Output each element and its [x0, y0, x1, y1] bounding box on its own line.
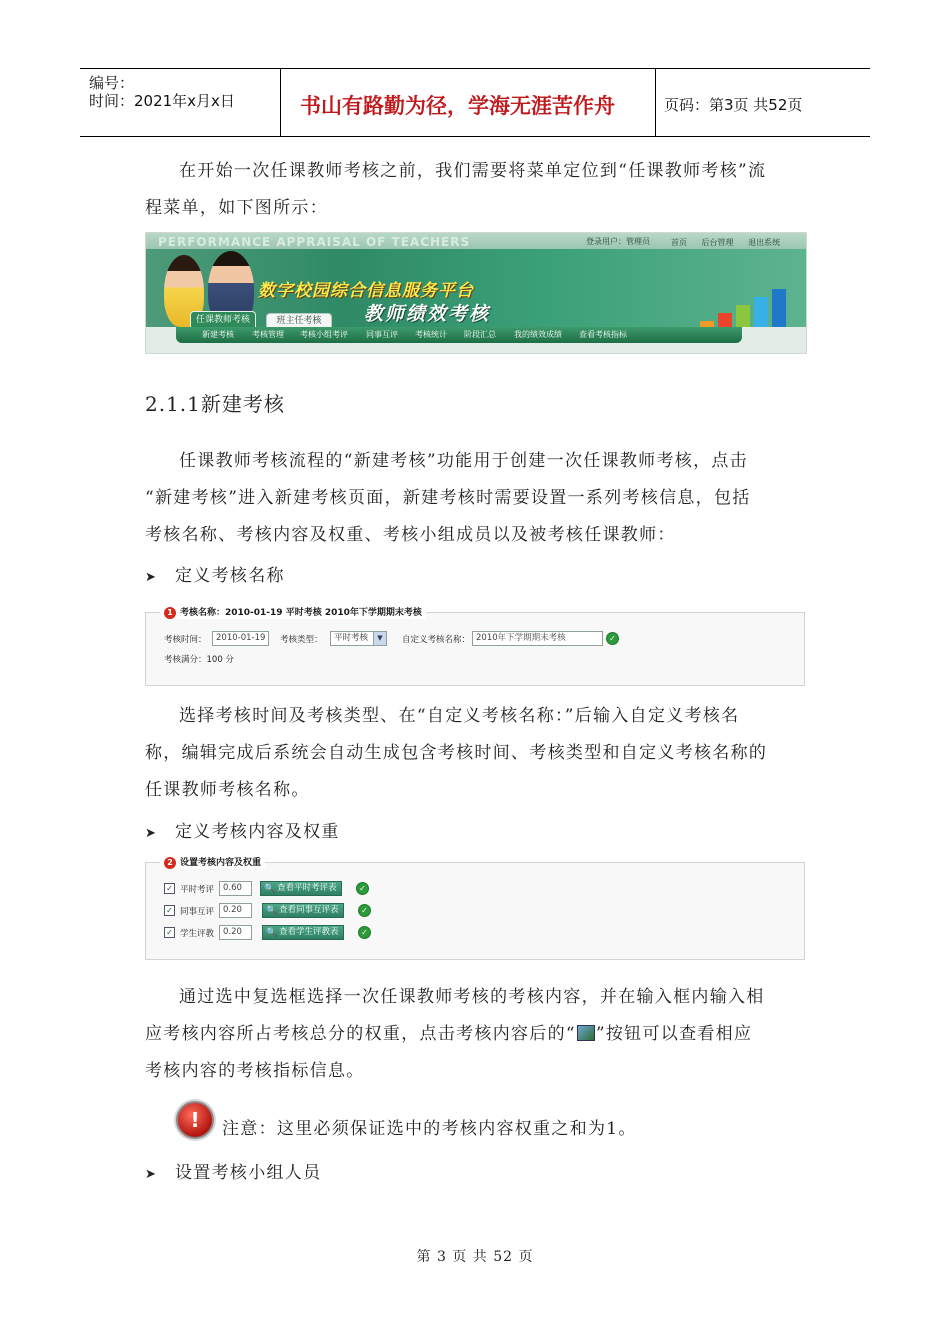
type-label: 考核类型： [280, 635, 323, 645]
para3-line-2a: 应考核内容所占考核总分的权重，点击考核内容后的“ [145, 1024, 576, 1044]
check-ok-icon: ✓ [358, 926, 371, 939]
para1-line-1: 任课教师考核流程的“新建考核”功能用于创建一次任课教师考核，点击 [179, 451, 748, 471]
warning-icon: ! [176, 1101, 214, 1139]
menu-group-evaluation[interactable]: 考核小组考评 [300, 330, 348, 339]
check-ok-icon: ✓ [606, 632, 619, 645]
banner-top-links [671, 237, 792, 248]
header-divider-2 [655, 68, 656, 136]
para1-line-2: “新建考核”进入新建考核页面，新建考核时需要设置一系列考核信息，包括 [145, 488, 751, 508]
link-home[interactable]: 首页 [671, 238, 687, 247]
bullet-set-group: ➤ 设置考核小组人员 [145, 1163, 322, 1183]
checkbox-regular-eval[interactable]: ✓ [164, 883, 175, 894]
check-ok-icon: ✓ [358, 904, 371, 917]
intro-line-1: 在开始一次任课教师考核之前，我们需要将菜单定位到“任课教师考核”流 [179, 161, 767, 181]
weight-input-regular-eval[interactable]: 0.60 [219, 881, 252, 896]
menu-peer-review[interactable]: 同事互评 [366, 330, 398, 339]
panel-content-weights [145, 857, 805, 960]
view-indicator-icon [577, 1025, 595, 1041]
menu-appraisal-management[interactable]: 考核管理 [252, 330, 284, 339]
chevron-down-icon: ▼ [373, 632, 386, 645]
tab-course-teacher-appraisal[interactable]: 任课教师考核 [190, 311, 256, 328]
full-score-label: 考核满分：100 分 [164, 655, 234, 665]
magnifier-icon: 🔍 [266, 906, 278, 916]
arrow-bullet-icon: ➤ [145, 826, 158, 841]
checkbox-student-eval[interactable]: ✓ [164, 927, 175, 938]
view-peer-review-button[interactable]: 🔍 查看同事互评表 [262, 903, 344, 918]
check-ok-icon: ✓ [356, 882, 369, 895]
panel1-legend: 1 考核名称：2010-01-19 平时考核 2010年下学期期末考核 [160, 605, 426, 619]
magnifier-icon: 🔍 [264, 884, 276, 894]
banner-title-platform: 数字校园综合信息服务平台 [258, 281, 474, 301]
row-label-regular-eval: 平时考评 [180, 885, 215, 895]
menu-view-indicators[interactable]: 查看考核指标 [579, 330, 627, 339]
menu-new-appraisal[interactable]: 新建考核 [202, 330, 234, 339]
note-text: 注意：这里必须保证选中的考核内容权重之和为1。 [222, 1119, 637, 1139]
tab-head-teacher-appraisal[interactable]: 班主任考核 [266, 313, 332, 328]
para2-line-2: 称，编辑完成后系统会自动生成包含考核时间、考核类型和自定义考核名称的 [145, 743, 768, 763]
header-divider-1 [280, 68, 281, 136]
paragraph-1 [145, 443, 805, 554]
checkbox-peer-review[interactable]: ✓ [164, 905, 175, 916]
view-student-eval-button[interactable]: 🔍 查看学生评教表 [262, 925, 344, 940]
banner-login-user: 登录用户：管理员 [586, 237, 650, 246]
row-label-peer-review: 同事互评 [180, 907, 215, 917]
weight-input-student-eval[interactable]: 0.20 [219, 925, 252, 940]
intro-line-2: 程菜单，如下图所示： [145, 198, 328, 218]
menu-my-scores[interactable]: 我的绩效成绩 [514, 330, 562, 339]
bullet-define-name: ➤ 定义考核名称 [145, 566, 285, 586]
bullet-define-content: ➤ 定义考核内容及权重 [145, 822, 340, 842]
para2-line-3: 任课教师考核名称。 [145, 780, 310, 800]
weight-input-peer-review[interactable]: 0.20 [219, 903, 252, 918]
appraisal-type-select[interactable]: 平时考核 ▼ [330, 631, 387, 646]
system-banner-screenshot [145, 232, 807, 354]
banner-title-system: 教师绩效考核 [364, 303, 491, 325]
custom-name-input[interactable]: 2010年下学期期末考核 [472, 631, 603, 646]
intro-paragraph [145, 153, 805, 227]
appraisal-date-input[interactable]: 2010-01-19 [212, 631, 269, 646]
view-regular-eval-button[interactable]: 🔍 查看平时考评表 [260, 881, 342, 896]
para3-line-3: 考核内容的考核指标信息。 [145, 1061, 365, 1081]
para2-line-1: 选择考核时间及考核类型、在“自定义考核名称：”后输入自定义考核名 [179, 706, 740, 726]
link-logout[interactable]: 退出系统 [748, 238, 781, 247]
header-page: 页码：第3页 共52页 [664, 96, 803, 114]
panel-appraisal-name [145, 607, 805, 686]
paragraph-2 [145, 698, 805, 809]
arrow-bullet-icon: ➤ [145, 1167, 158, 1182]
arrow-bullet-icon: ➤ [145, 570, 158, 585]
header-time: 时间：2021年x月x日 [89, 92, 235, 110]
header-bottom-rule [80, 136, 870, 137]
step-2-badge: 2 [164, 857, 176, 869]
header-number: 编号： [89, 74, 135, 92]
time-label: 考核时间： [164, 635, 207, 645]
step-1-badge: 1 [164, 607, 176, 619]
banner-watermark: PERFORMANCE APPRAISAL OF TEACHERS [158, 235, 471, 249]
header-motto: 书山有路勤为径，学海无涯苦作舟 [300, 94, 615, 118]
magnifier-icon: 🔍 [266, 928, 278, 938]
menu-statistics[interactable]: 考核统计 [415, 330, 447, 339]
custom-name-label: 自定义考核名称： [402, 635, 471, 645]
paragraph-3 [145, 979, 805, 1090]
section-heading: 2.1.1新建考核 [145, 392, 285, 416]
row-label-student-eval: 学生评教 [180, 929, 215, 939]
para3-line-1: 通过选中复选框选择一次任课教师考核的考核内容，并在输入框内输入相 [179, 987, 765, 1007]
menu-stage-summary[interactable]: 阶段汇总 [464, 330, 496, 339]
para1-line-3: 考核名称、考核内容及权重、考核小组成员以及被考核任课教师： [145, 525, 676, 545]
para3-line-2b: ”按钮可以查看相应 [595, 1024, 753, 1044]
panel2-legend: 2 设置考核内容及权重 [160, 855, 265, 869]
page-footer: 第 3 页 共 52 页 [416, 1249, 534, 1265]
banner-menu-bar [176, 327, 742, 343]
header-top-rule [80, 68, 870, 69]
link-admin[interactable]: 后台管理 [701, 238, 734, 247]
